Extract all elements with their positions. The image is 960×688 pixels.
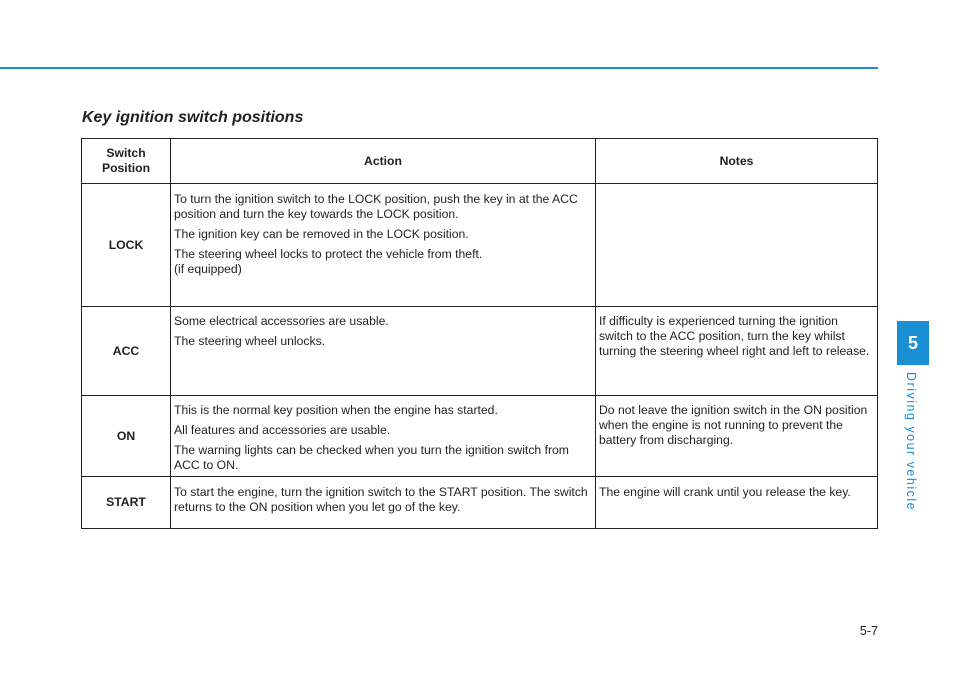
action-cell bbox=[171, 396, 596, 477]
chapter-label: Driving your vehicle bbox=[904, 372, 918, 512]
action-text: To turn the ignition switch to the LOCK position, push the key in at the ACC position and turn the key towards the LOCK position. bbox=[174, 192, 578, 221]
notes-cell: The engine will crank until you release the key. bbox=[596, 477, 878, 529]
notes-cell: If difficulty is experienced turning the ignition switch to the ACC position, turn the key whilst turning the steering wheel right and left to release. bbox=[596, 307, 878, 396]
table-header-row bbox=[82, 139, 878, 184]
header-rule bbox=[0, 67, 878, 69]
table-row bbox=[82, 184, 878, 307]
action-text: All features and accessories are usable. bbox=[174, 423, 391, 437]
position-cell: START bbox=[82, 477, 171, 529]
notes-cell bbox=[596, 184, 878, 307]
header-action: Action bbox=[171, 139, 596, 184]
switch-positions-table bbox=[81, 138, 878, 529]
action-text: This is the normal key position when the engine has started. bbox=[174, 403, 498, 417]
action-cell bbox=[171, 307, 596, 396]
action-cell bbox=[171, 184, 596, 307]
table-row bbox=[82, 396, 878, 477]
position-cell: LOCK bbox=[82, 184, 171, 307]
action-text: The warning lights can be checked when you turn the ignition switch from ACC to ON. bbox=[174, 443, 569, 472]
action-text: To start the engine, turn the ignition switch to the START position. The switch returns to the ON position when you let go of the key. bbox=[174, 485, 588, 514]
section-title: Key ignition switch positions bbox=[82, 109, 304, 126]
chapter-number-tab: 5 bbox=[897, 321, 929, 365]
action-text: The steering wheel locks to protect the vehicle from theft. (if equipped) bbox=[174, 247, 483, 276]
notes-cell: Do not leave the ignition switch in the ON position when the engine is not running to prevent the battery from discharging. bbox=[596, 396, 878, 477]
position-cell: ACC bbox=[82, 307, 171, 396]
table-row bbox=[82, 477, 878, 529]
header-switch-position: Switch Position bbox=[82, 139, 171, 184]
action-text: The ignition key can be removed in the LOCK position. bbox=[174, 227, 469, 241]
action-cell bbox=[171, 477, 596, 529]
table-row bbox=[82, 307, 878, 396]
header-notes: Notes bbox=[596, 139, 878, 184]
page-number: 5-7 bbox=[859, 624, 878, 638]
action-text: The steering wheel unlocks. bbox=[174, 334, 326, 348]
action-text: Some electrical accessories are usable. bbox=[174, 314, 389, 328]
position-cell: ON bbox=[82, 396, 171, 477]
